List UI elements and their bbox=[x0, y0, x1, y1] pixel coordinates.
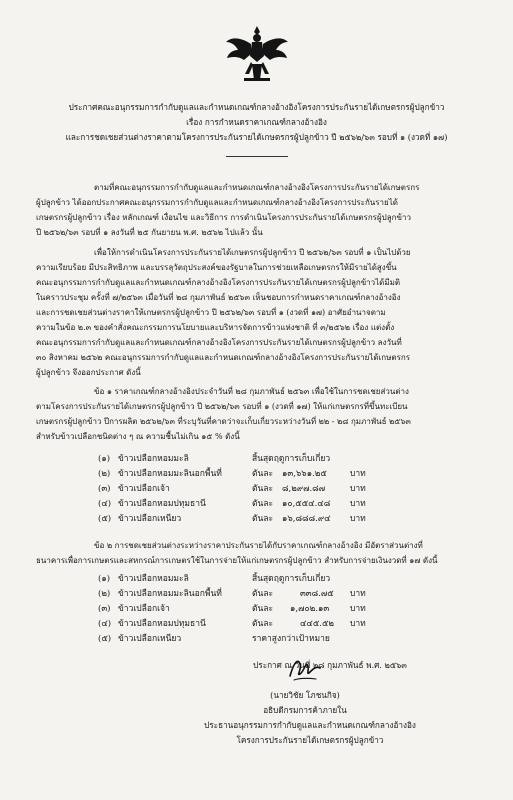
table-row-name: ข้าวเปลือกหอมมะลิ bbox=[118, 454, 189, 464]
purpose-line: ในคราวประชุม ครั้งที่ ๗/๒๕๖๓ เมื่อวันที่ ๒๘ กุมภาพันธ์ ๒๕๖๓ เห็นชอบการกำหนดราคาเกณฑ์กลางอ้างอิง bbox=[36, 293, 401, 302]
header-line-2: เรื่อง การกำหนดราคาเกณฑ์กลางอ้างอิง bbox=[186, 117, 327, 127]
table-row-unit: ตันละ bbox=[252, 619, 274, 629]
purpose-line: เพื่อให้การดำเนินโครงการประกันรายได้เกษตรกรผู้ปลูกข้าว ปี ๒๕๖๒/๖๓ รอบที่ ๑ เป็นไปด้วย bbox=[94, 248, 411, 257]
header-divider bbox=[226, 156, 288, 157]
signatory-title-1: อธิบดีกรมการค้าภายใน bbox=[263, 705, 347, 715]
header-line-1: ประกาศคณะอนุกรรมการกำกับดูแลและกำหนดเกณฑ์กลางอ้างอิงโครงการประกันรายได้เกษตรกรผู้ปลูกข้าว bbox=[68, 102, 445, 112]
signatory-name: (นายวิชัย โภชนกิจ) bbox=[270, 690, 340, 700]
clause-2 bbox=[36, 538, 478, 568]
clause-2-line: ข้อ ๒ การชดเชยส่วนต่างระหว่างราคาประกันรายได้กับราคาเกณฑ์กลางอ้างอิง มีอัตราส่วนต่างที่ bbox=[94, 541, 423, 550]
table-row-currency: บาท bbox=[350, 484, 366, 494]
table-row-unit: ตันละ bbox=[252, 604, 274, 614]
clause-2-line: ธนาคารเพื่อการเกษตรและสหกรณ์การเกษตรใช้ในการจ่ายให้แก่เกษตรกรผู้ปลูกข้าว สำหรับการจ่ายเงินงวดที่ ๑๗ ดังนี้ bbox=[36, 556, 438, 565]
intro-line: เกษตรกรผู้ปลูกข้าว เรื่อง หลักเกณฑ์ เงื่อนไข และวิธีการ การดำเนินโครงการประกันรายได้เกษตรกรผู้ปลูกข้าว bbox=[36, 213, 411, 222]
table-row-unit: ตันละ bbox=[252, 484, 274, 494]
table-row-unit: ราคาสูงกว่าเป้าหมาย bbox=[252, 634, 330, 644]
signatory-titles bbox=[150, 718, 470, 748]
table-row-no: (๒) bbox=[98, 469, 111, 479]
announcement-date bbox=[200, 632, 460, 673]
table-row-unit: ตันละ bbox=[252, 589, 274, 599]
garuda-emblem-icon bbox=[224, 22, 290, 84]
table-row-currency: บาท bbox=[350, 604, 366, 614]
clause-1 bbox=[36, 384, 478, 444]
date-line: ประกาศ ณ วันที่ ๒๘ กุมภาพันธ์ พ.ศ. ๒๕๖๓ bbox=[253, 660, 407, 670]
table-row-value: ๑๐,๕๕๔.๔๘ bbox=[282, 499, 331, 509]
table-row-value: ๘,๒๙๗.๘๗ bbox=[282, 484, 326, 494]
purpose-line: และการชดเชยส่วนต่างราคาให้เกษตรกรผู้ปลูกข้าว ปี ๒๕๖๒/๖๓ รอบที่ ๑ (งวดที่ ๑๗) อาศัยอำนาจตาม bbox=[36, 308, 386, 317]
table-row-no: (๑) bbox=[98, 574, 111, 584]
table-row-no: (๒) bbox=[98, 589, 111, 599]
table-row-value: ๑๓,๖๖๑.๒๕ bbox=[282, 469, 327, 479]
table-row-no: (๑) bbox=[98, 454, 111, 464]
table-row-name: ข้าวเปลือกหอมปทุมธานี bbox=[118, 619, 206, 629]
handwritten-signature bbox=[286, 654, 324, 684]
table-row-unit: ตันละ bbox=[252, 514, 274, 524]
table-row-currency: บาท bbox=[350, 589, 366, 599]
table-row-value: ๑๖,๘๘๘.๙๔ bbox=[282, 514, 331, 524]
clause-1-line: สำหรับข้าวเปลือกชนิดต่าง ๆ ณ ความชื้นไม่เกิน ๑๕ % ดังนี้ bbox=[36, 432, 240, 441]
purpose-line: ความเรียบร้อย มีประสิทธิภาพ และบรรลุวัตถุประสงค์ของรัฐบาลในการช่วยเหลือเกษตรกรให้มีรายได้สูงขึ้น bbox=[36, 263, 397, 272]
table-row-value: ๓๓๘.๗๕ bbox=[300, 589, 334, 599]
table-row-name: ข้าวเปลือกหอมปทุมธานี bbox=[118, 499, 206, 509]
header-line-3: และการชดเชยส่วนต่างราคาตามโครงการประกันรายได้เกษตรกรผู้ปลูกข้าว ปี ๒๕๖๒/๖๓ รอบที่ ๑ (งวดที่ ๑๗) bbox=[65, 132, 448, 142]
table-row-currency: บาท bbox=[350, 514, 366, 524]
paragraph-intro bbox=[36, 180, 478, 240]
table-row-value: ๔๔๕.๕๒ bbox=[300, 619, 335, 629]
table-row-no: (๓) bbox=[98, 604, 111, 614]
table-row-currency: บาท bbox=[350, 469, 366, 479]
signatory-block bbox=[200, 688, 410, 718]
clause-1-line: ข้อ ๑ ราคาเกณฑ์กลางอ้างอิงประจำวันที่ ๒๘ กุมภาพันธ์ ๒๕๖๓ เพื่อใช้ในการชดเชยส่วนต่าง bbox=[94, 387, 409, 396]
table-row-currency: บาท bbox=[350, 619, 366, 629]
table-row-value: ๑,๗๐๒.๑๓ bbox=[290, 604, 330, 614]
intro-line: ตามที่คณะอนุกรรมการกำกับดูแลและกำหนดเกณฑ์กลางอ้างอิงโครงการประกันรายได้เกษตรกร bbox=[94, 183, 420, 192]
table-row-unit: ตันละ bbox=[252, 469, 274, 479]
announcement-header bbox=[40, 100, 473, 145]
table-row-unit: สิ้นสุดฤดูการเก็บเกี่ยว bbox=[252, 574, 331, 584]
purpose-line: ความในข้อ ๒.๓ ของคำสั่งคณะกรรมการนโยบายและบริหารจัดการข้าวแห่งชาติ ที่ ๓/๒๕๖๒ เรื่อง แต่งตั้ง bbox=[36, 323, 395, 332]
table-row-name: ข้าวเปลือกหอมมะลิ bbox=[118, 574, 189, 584]
purpose-line: ผู้ปลูกข้าว จึงออกประกาศ ดังนี้ bbox=[36, 368, 141, 377]
table-row-name: ข้าวเปลือกหอมมะลินอกพื้นที่ bbox=[118, 589, 222, 599]
table-row-unit: สิ้นสุดฤดูการเก็บเกี่ยว bbox=[252, 454, 331, 464]
purpose-line: คณะอนุกรรมการกำกับดูแลและกำหนดเกณฑ์กลางอ้างอิงโครงการประกันรายได้เกษตรกรผู้ปลูกข้าว ลงวันที่ bbox=[36, 338, 402, 347]
signatory-title-2: ประธานอนุกรรมการกำกับดูแลและกำหนดเกณฑ์กลางอ้างอิง bbox=[204, 720, 416, 730]
table-row-no: (๕) bbox=[98, 514, 112, 524]
clause-1-line: ตามโครงการประกันรายได้เกษตรกรผู้ปลูกข้าว ปี ๒๕๖๒/๖๓ รอบที่ ๑ (งวดที่ ๑๗) ให้แก่เกษตรกรที่ขึ้นทะเบียน bbox=[36, 402, 408, 411]
table-row-name: ข้าวเปลือกเจ้า bbox=[118, 604, 170, 614]
paragraph-purpose bbox=[36, 245, 478, 380]
table-row-unit: ตันละ bbox=[252, 499, 274, 509]
purpose-line: ๓๐ สิงหาคม ๒๕๖๒ คณะอนุกรรมการกำกับดูแลและกำหนดเกณฑ์กลางอ้างอิงโครงการประกันรายได้เกษตรกร bbox=[36, 353, 411, 362]
table-row-no: (๕) bbox=[98, 634, 112, 644]
table-row-name: ข้าวเปลือกเหนียว bbox=[118, 634, 182, 644]
table-row-no: (๔) bbox=[98, 499, 112, 509]
purpose-line: คณะอนุกรรมการกำกับดูแลและกำหนดเกณฑ์กลางอ้างอิงโครงการประกันรายได้เกษตรกรผู้ปลูกข้าวได้มีมติ bbox=[36, 278, 401, 287]
table-row-name: ข้าวเปลือกหอมมะลินอกพื้นที่ bbox=[118, 469, 222, 479]
signatory-title-3: โครงการประกันรายได้เกษตรกรผู้ปลูกข้าว bbox=[236, 735, 384, 745]
clause-1-line: เกษตรกรผู้ปลูกข้าว ปีการผลิต ๒๕๖๒/๖๓ ที่ระบุวันที่คาดว่าจะเก็บเกี่ยวระหว่างวันที่ ๒๒ - ๒๘ กุมภาพันธ์ ๒๕๖๓ bbox=[36, 417, 411, 426]
table-row-name: ข้าวเปลือกเหนียว bbox=[118, 514, 182, 524]
table-row-no: (๔) bbox=[98, 619, 112, 629]
table-row-name: ข้าวเปลือกเจ้า bbox=[118, 484, 170, 494]
table-row-currency: บาท bbox=[350, 499, 366, 509]
intro-line: ผู้ปลูกข้าว ได้ออกประกาศคณะอนุกรรมการกำกับดูแลและกำหนดเกณฑ์กลางอ้างอิงโครงการประกันรายได้ bbox=[36, 198, 398, 207]
table-row-no: (๓) bbox=[98, 484, 111, 494]
intro-line: ปี ๒๕๖๒/๖๓ รอบที่ ๑ ลงวันที่ ๒๕ กันยายน พ.ศ. ๒๕๖๒ ไปแล้ว นั้น bbox=[36, 228, 263, 237]
